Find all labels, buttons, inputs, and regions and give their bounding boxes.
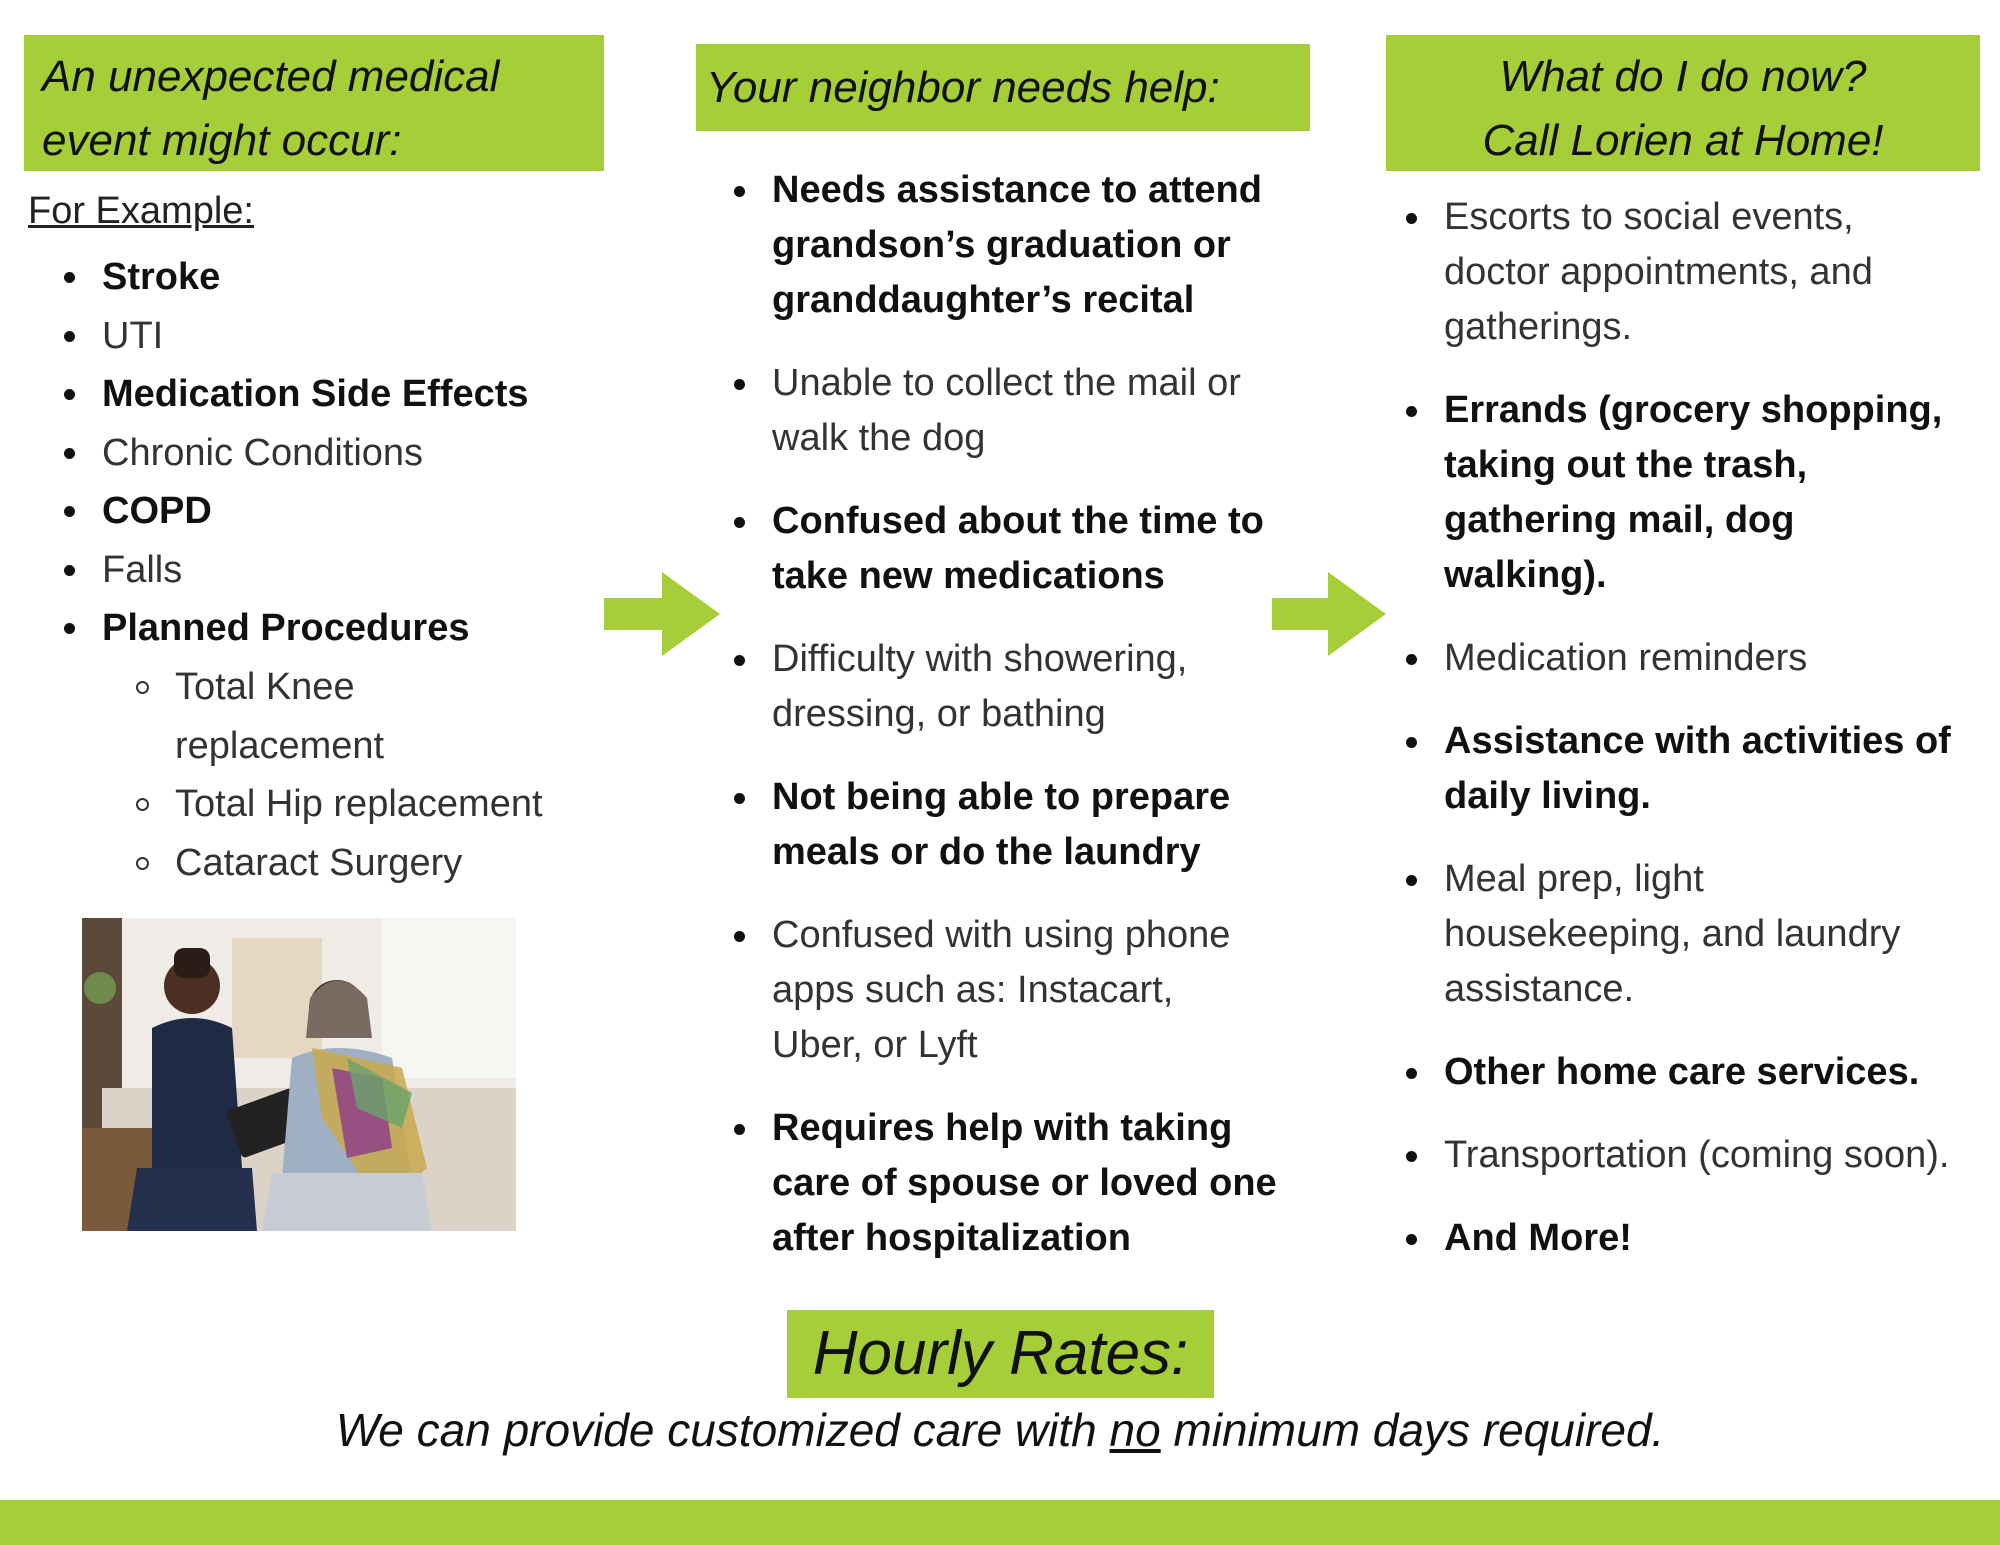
bullet-icon bbox=[64, 331, 75, 342]
bullet-icon bbox=[734, 655, 745, 666]
bullet-icon bbox=[1406, 737, 1417, 748]
list-item: Medication reminders bbox=[1400, 631, 1990, 686]
bullet-icon bbox=[1406, 875, 1417, 886]
bullet-icon bbox=[1406, 213, 1417, 224]
bullet-icon bbox=[64, 506, 75, 517]
bullet-icon bbox=[734, 517, 745, 528]
header-line: An unexpected medical bbox=[42, 52, 500, 101]
header-line: What do I do now? bbox=[1499, 52, 1867, 101]
list-item: Unable to collect the mail or walk the dog bbox=[730, 356, 1330, 466]
sublist-item: Cataract Surgery bbox=[130, 834, 610, 893]
bullet-icon bbox=[64, 565, 75, 576]
caregiver-photo-illustration bbox=[82, 918, 516, 1231]
list-item: Requires help with taking care of spouse or loved one after hospitalization bbox=[730, 1101, 1330, 1266]
header-line: event might occur: bbox=[42, 116, 402, 165]
list-item: Confused about the time to take new medications bbox=[730, 494, 1330, 604]
bullet-icon bbox=[64, 389, 75, 400]
bottom-accent-bar bbox=[0, 1500, 2000, 1545]
bullet-icon bbox=[734, 1124, 745, 1135]
list-item: Stroke bbox=[60, 248, 620, 307]
list-item: And More! bbox=[1400, 1211, 1990, 1266]
hollow-bullet-icon bbox=[136, 857, 149, 870]
list-item: Escorts to social events, doctor appointments, and gatherings. bbox=[1400, 190, 1990, 355]
header-line: Your neighbor needs help: bbox=[706, 63, 1220, 112]
list-item: Planned Procedures bbox=[60, 599, 620, 658]
sublist-item: Total Knee replacement bbox=[130, 658, 610, 775]
right-arrow-icon bbox=[604, 572, 720, 656]
list-item: Other home care services. bbox=[1400, 1045, 1990, 1100]
list-item: Confused with using phone apps such as: Instacart, Uber, or Lyft bbox=[730, 908, 1330, 1073]
list-item: Needs assistance to attend grandson’s graduation or granddaughter’s recital bbox=[730, 163, 1330, 328]
caregiver-photo bbox=[82, 918, 516, 1231]
header-line: Call Lorien at Home! bbox=[1482, 116, 1884, 165]
hourly-rates-subtitle: We can provide customized care with no minimum days required. bbox=[335, 1404, 1665, 1456]
bullet-icon bbox=[734, 793, 745, 804]
header-what-do-i-do bbox=[1386, 35, 1980, 171]
medical-event-list bbox=[60, 248, 620, 658]
planned-procedures-sublist bbox=[130, 658, 610, 892]
bullet-icon bbox=[1406, 654, 1417, 665]
neighbor-needs-list bbox=[730, 163, 1330, 1294]
list-item: Meal prep, light housekeeping, and laundry assistance. bbox=[1400, 852, 1990, 1017]
list-item: Medication Side Effects bbox=[60, 365, 620, 424]
bullet-icon bbox=[1406, 1151, 1417, 1162]
list-item: UTI bbox=[60, 307, 620, 366]
list-item: Errands (grocery shopping, taking out the trash, gathering mail, dog walking). bbox=[1400, 383, 1990, 603]
bullet-icon bbox=[734, 186, 745, 197]
bullet-icon bbox=[1406, 1234, 1417, 1245]
list-item: COPD bbox=[60, 482, 620, 541]
services-list bbox=[1400, 190, 1990, 1294]
header-medical-event bbox=[24, 35, 604, 171]
hollow-bullet-icon bbox=[136, 798, 149, 811]
bullet-icon bbox=[64, 272, 75, 283]
emphasis-no: no bbox=[1109, 1404, 1161, 1456]
list-item: Falls bbox=[60, 541, 620, 600]
list-item: Not being able to prepare meals or do the laundry bbox=[730, 770, 1330, 880]
bullet-icon bbox=[734, 931, 745, 942]
bullet-icon bbox=[64, 623, 75, 634]
for-example-label: For Example: bbox=[28, 190, 254, 232]
sublist-item: Total Hip replacement bbox=[130, 775, 610, 834]
bullet-icon bbox=[1406, 1068, 1417, 1079]
hourly-rates-title: Hourly Rates: bbox=[787, 1310, 1214, 1398]
hollow-bullet-icon bbox=[136, 681, 149, 694]
list-item: Chronic Conditions bbox=[60, 424, 620, 483]
list-item: Transportation (coming soon). bbox=[1400, 1128, 1990, 1183]
list-item: Assistance with activities of daily living. bbox=[1400, 714, 1990, 824]
bullet-icon bbox=[64, 448, 75, 459]
bullet-icon bbox=[734, 379, 745, 390]
bullet-icon bbox=[1406, 406, 1417, 417]
header-neighbor-needs-help bbox=[696, 44, 1310, 131]
list-item: Difficulty with showering, dressing, or bathing bbox=[730, 632, 1330, 742]
